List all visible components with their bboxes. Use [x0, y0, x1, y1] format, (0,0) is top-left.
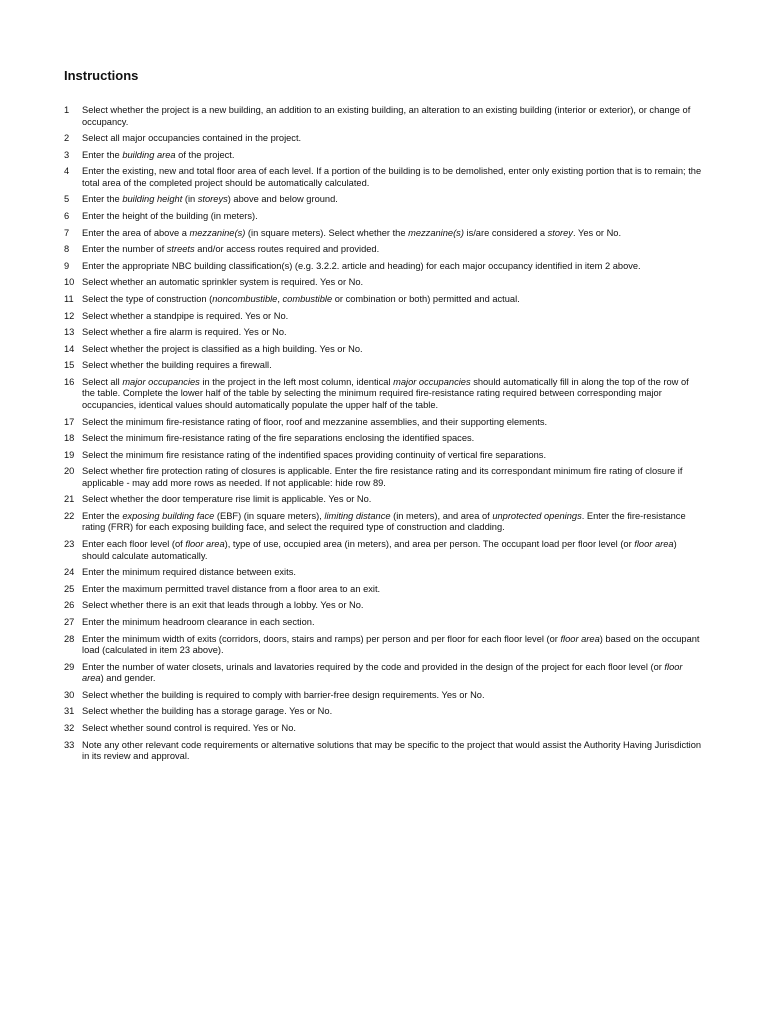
item-text-segment: Enter the maximum permitted travel distance from a floor area to an exit. [82, 583, 381, 594]
item-text [82, 277, 704, 289]
item-text-emphasis: storey [547, 227, 573, 238]
item-text [82, 723, 704, 735]
page-title: Instructions [64, 68, 139, 83]
item-text-segment: (in meters), and area of [390, 510, 493, 521]
list-item [64, 511, 704, 534]
item-text-emphasis: exposing building face [122, 510, 215, 521]
item-number: 25 [64, 583, 75, 594]
list-item [64, 244, 704, 256]
item-text-emphasis: major occupancies [393, 376, 471, 387]
item-number: 31 [64, 706, 75, 717]
item-text-emphasis: floor area [560, 633, 600, 644]
item-text [82, 450, 704, 462]
list-item [64, 617, 704, 629]
item-text [82, 634, 704, 657]
list-item [64, 344, 704, 356]
list-item [64, 662, 704, 685]
item-text-emphasis: streets [166, 244, 195, 255]
item-text-emphasis: storeys [197, 194, 228, 205]
item-number: 3 [64, 149, 70, 160]
list-item [64, 450, 704, 462]
item-text [82, 662, 704, 685]
item-text-emphasis: combustible [282, 293, 333, 304]
item-text-segment: Select all [82, 376, 123, 387]
item-text [82, 228, 704, 240]
item-text [82, 327, 704, 339]
item-text-segment: Select whether the project is classified as a high building. Yes or No. [82, 343, 363, 354]
list-item [64, 539, 704, 562]
item-number: 4 [64, 166, 70, 177]
list-item [64, 105, 704, 128]
item-text-emphasis: major occupancies [122, 376, 200, 387]
item-text-segment: Select whether there is an exit that leads through a lobby. Yes or No. [82, 600, 364, 611]
item-number: 14 [64, 343, 75, 354]
list-item [64, 584, 704, 596]
item-text-emphasis: floor area [185, 539, 225, 550]
item-number: 19 [64, 449, 75, 460]
item-text-segment: . Enter the fire-resistance rating (FRR) for each exposing building face, and select the required type of construction and cladding. [82, 510, 686, 533]
item-text-segment: Enter the area of above a [82, 227, 190, 238]
item-text [82, 244, 704, 256]
item-text-segment: Select the minimum fire-resistance rating of floor, roof and mezzanine assemblies, and their supporting elements. [82, 416, 548, 427]
item-number: 6 [64, 210, 70, 221]
item-number: 33 [64, 739, 75, 750]
item-text-segment: ) and gender. [100, 673, 156, 684]
item-text-segment: (in square meters). Select whether the [245, 227, 409, 238]
item-number: 23 [64, 539, 75, 550]
item-text-segment: Enter the minimum width of exits (corridors, doors, stairs and ramps) per person and per floor for each floor level (or [82, 633, 561, 644]
item-text-segment: Enter the [82, 194, 123, 205]
item-number: 1 [64, 105, 70, 115]
item-text [82, 740, 704, 763]
item-number: 8 [64, 244, 70, 255]
item-number: 10 [64, 277, 75, 288]
item-text-segment: , [277, 293, 283, 304]
list-item [64, 133, 704, 145]
item-text [82, 494, 704, 506]
list-item [64, 360, 704, 372]
list-item [64, 723, 704, 735]
item-text [82, 105, 704, 128]
item-number: 5 [64, 194, 70, 205]
item-text [82, 690, 704, 702]
item-text [82, 511, 704, 534]
item-text-segment: should automatically fill in along the top of the row of the table. Complete the lower half of the table by selecting the minimum required fire-resistance rating required between corresponding major occupancies, identical values should automatically populate the upper half of the table. [82, 376, 689, 410]
item-number: 20 [64, 466, 75, 477]
list-item [64, 327, 704, 339]
item-text [82, 466, 704, 489]
item-text [82, 377, 704, 412]
item-text-segment: Select whether sound control is required. Yes or No. [82, 722, 296, 733]
item-text-segment: and/or access routes required and provided. [194, 244, 380, 255]
list-item [64, 194, 704, 206]
list-item [64, 466, 704, 489]
item-text-segment: Enter each floor level (of [82, 539, 186, 550]
item-text [82, 600, 704, 612]
item-number: 32 [64, 722, 75, 733]
list-item [64, 740, 704, 763]
item-text [82, 294, 704, 306]
item-text-segment: Enter the minimum headroom clearance in each section. [82, 616, 315, 627]
item-text [82, 417, 704, 429]
item-text-segment: Enter the height of the building (in meters). [82, 210, 258, 221]
item-text-segment: Select whether the door temperature rise limit is applicable. Yes or No. [82, 494, 372, 505]
item-text-segment: Enter the number of [82, 244, 167, 255]
item-text [82, 194, 704, 206]
item-text-segment: Select whether the building has a storage garage. Yes or No. [82, 706, 333, 717]
item-text-emphasis: mezzanine(s) [189, 227, 246, 238]
item-number: 17 [64, 416, 75, 427]
list-item [64, 311, 704, 323]
item-text-segment: Select whether the building requires a firewall. [82, 360, 272, 371]
item-number: 13 [64, 327, 75, 338]
item-number: 12 [64, 310, 75, 321]
item-text [82, 567, 704, 579]
item-text-segment: Enter the number of water closets, urinals and lavatories required by the code and provided in the design of the project for each floor level (or [82, 661, 665, 672]
item-text [82, 344, 704, 356]
item-number: 9 [64, 260, 70, 271]
list-item [64, 600, 704, 612]
item-text-segment: Select whether an automatic sprinkler system is required. Yes or No. [82, 277, 364, 288]
item-number: 7 [64, 227, 70, 238]
item-text [82, 261, 704, 273]
list-item [64, 261, 704, 273]
item-text-segment: ) based on the occupant load (calculated in item 23 above). [82, 633, 700, 656]
item-text-emphasis: unprotected openings [492, 510, 582, 521]
list-item [64, 494, 704, 506]
item-number: 27 [64, 616, 75, 627]
list-item [64, 211, 704, 223]
item-text-emphasis: building area [122, 149, 176, 160]
item-text-segment: ) above and below ground. [227, 194, 338, 205]
item-text-segment: Enter the existing, new and total floor area of each level. If a portion of the building is to be demolished, enter only existing portion that is to remain; the total area of the completed project should be automatically calculated. [82, 166, 702, 188]
item-text-segment: Select all major occupancies contained in the project. [82, 133, 302, 144]
list-item [64, 166, 704, 189]
item-text-segment: Enter the minimum required distance between exits. [82, 567, 296, 578]
item-text-emphasis: limiting distance [324, 510, 391, 521]
list-item [64, 377, 704, 412]
item-text-segment: Enter the [82, 149, 123, 160]
item-text [82, 539, 704, 562]
item-text-segment: (EBF) (in square meters), [214, 510, 325, 521]
list-item [64, 690, 704, 702]
item-number: 28 [64, 633, 75, 644]
item-text-segment: Note any other relevant code requirements or alternative solutions that may be specific to the project that would assist the Authority Having Jurisdiction in its review and approval. [82, 739, 702, 761]
list-item [64, 150, 704, 162]
instructions-list [64, 105, 704, 768]
item-text-segment: Select the type of construction ( [82, 293, 213, 304]
item-number: 30 [64, 689, 75, 700]
item-text-segment: Enter the [82, 510, 123, 521]
item-number: 16 [64, 376, 75, 387]
item-text [82, 166, 704, 189]
item-number: 21 [64, 494, 75, 505]
list-item [64, 634, 704, 657]
item-text-segment: Select whether a standpipe is required. Yes or No. [82, 310, 289, 321]
item-number: 24 [64, 567, 75, 578]
item-text-segment: ) should calculate automatically. [82, 539, 677, 561]
item-text [82, 360, 704, 372]
item-text-segment: or combination or both) permitted and actual. [332, 293, 520, 304]
item-text-emphasis: mezzanine(s) [408, 227, 464, 238]
item-text [82, 150, 704, 162]
item-text-segment: ), type of use, occupied area (in meters), and area per person. The occupant load per floor level (or [224, 539, 635, 550]
list-item [64, 228, 704, 240]
item-text-emphasis: floor area [634, 539, 674, 550]
item-text [82, 584, 704, 596]
item-text-segment: of the project. [175, 149, 235, 160]
item-text-segment: Select the minimum fire-resistance rating of the fire separations enclosing the identified spaces. [82, 433, 475, 444]
list-item [64, 277, 704, 289]
item-number: 18 [64, 433, 75, 444]
list-item [64, 294, 704, 306]
item-text-segment: Select whether the project is a new building, an addition to an existing building, an alteration to an existing building (interior or exterior), or change of occupancy. [82, 105, 691, 127]
list-item [64, 417, 704, 429]
item-text-emphasis: noncombustible [212, 293, 278, 304]
item-text-emphasis: building height [122, 194, 183, 205]
item-text [82, 133, 704, 145]
item-text-segment: Select whether a fire alarm is required. Yes or No. [82, 327, 287, 338]
item-number: 15 [64, 360, 75, 371]
item-text-segment: Select whether the building is required to comply with barrier-free design requirements. Yes or No. [82, 689, 485, 700]
item-text-segment: . Yes or No. [572, 227, 622, 238]
item-number: 26 [64, 600, 75, 611]
item-text [82, 706, 704, 718]
item-text-emphasis: floor area [82, 661, 683, 684]
list-item [64, 706, 704, 718]
item-text [82, 311, 704, 323]
item-text-segment: (in [182, 194, 198, 205]
item-number: 29 [64, 661, 75, 672]
item-text [82, 211, 704, 223]
item-text [82, 433, 704, 445]
item-text-segment: Select whether fire protection rating of closures is applicable. Enter the fire resistance rating and its correspondant minimum fire rating of closure if applicable - may add more rows as needed. If not applicable: hide row 89. [82, 466, 683, 488]
item-number: 2 [64, 133, 70, 144]
item-number: 22 [64, 510, 75, 521]
list-item [64, 433, 704, 445]
list-item [64, 567, 704, 579]
item-text-segment: is/are considered a [463, 227, 548, 238]
item-text-segment: in the project in the left most column, identical [199, 376, 394, 387]
item-text-segment: Enter the appropriate NBC building classification(s) (e.g. 3.2.2. article and heading) for each major occupancy identified in item 2 above. [82, 260, 641, 271]
item-number: 11 [64, 293, 74, 304]
item-text-segment: Select the minimum fire resistance rating of the indentified spaces providing continuity of vertical fire separations. [82, 449, 547, 460]
item-text [82, 617, 704, 629]
